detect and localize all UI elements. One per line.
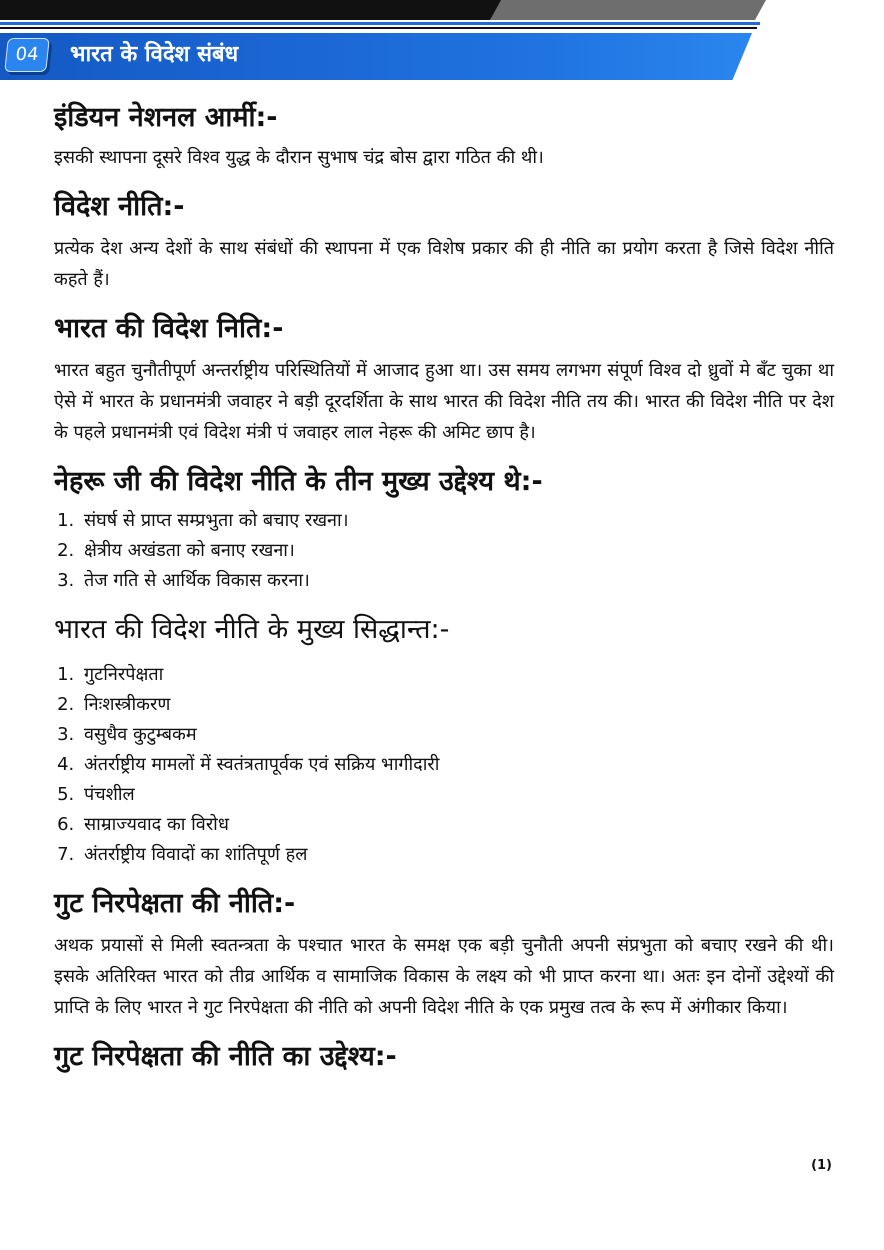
spacer xyxy=(54,870,834,884)
section-heading: गुट निरपेक्षता की नीति:- xyxy=(54,888,296,919)
section-ina xyxy=(54,98,834,173)
section-principles xyxy=(54,610,834,870)
list-item: 2. निःशस्त्रीकरण xyxy=(80,690,834,720)
list-item: 7. अंतर्राष्ट्रीय विवादों का शांतिपूर्ण हल xyxy=(80,840,834,870)
header-grey-band xyxy=(490,0,766,20)
spacer xyxy=(54,448,834,462)
list-item: 6. साम्राज्यवाद का विरोध xyxy=(80,810,834,840)
principles-list xyxy=(54,660,834,870)
section-heading: विदेश नीति:- xyxy=(54,191,185,222)
header-black-band xyxy=(0,0,505,20)
spacer xyxy=(54,173,834,187)
list-item: 3. वसुधैव कुटुम्बकम xyxy=(80,720,834,750)
section-paragraph: इसकी स्थापना दूसरे विश्व युद्ध के दौरान सुभाष चंद्र बोस द्वारा गठित की थी। xyxy=(54,147,544,168)
section-non-alignment-objective xyxy=(54,1037,834,1077)
list-item: 5. पंचशील xyxy=(80,780,834,810)
section-heading: गुट निरपेक्षता की नीति का उद्देश्य:- xyxy=(54,1041,397,1072)
section-india-foreign-policy xyxy=(54,309,834,448)
objectives-list xyxy=(54,506,834,596)
list-item: 4. अंतर्राष्ट्रीय मामलों में स्वतंत्रतापूर्वक एवं सक्रिय भागीदारी xyxy=(80,750,834,780)
section-heading: नेहरू जी की विदेश नीति के तीन मुख्य उद्देश्य थे:- xyxy=(54,466,543,497)
section-paragraph: अथक प्रयासों से मिली स्वतन्त्रता के पश्चात भारत के समक्ष एक बड़ी चुनौती अपनी संप्रभुता को बचाए रखने की थी। इसके अतिरिक्त भारत को तीव्र आर्थिक व सामाजिक विकास के लक्ष्य को भी प्राप्त करना था। अतः इन दोनों उद्देश्यों की प्राप्ति के लिए भारत ने गुट निरपेक्षता की नीति को अपनी विदेश नीति के एक प्रमुख तत्व के रूप में अंगीकार किया। xyxy=(54,935,834,1018)
page-content xyxy=(54,98,834,1077)
chapter-title: भारत के विदेश संबंध xyxy=(70,42,239,67)
chapter-number-badge: 04 xyxy=(4,38,50,72)
section-paragraph: प्रत्येक देश अन्य देशों के साथ संबंधों की स्थापना में एक विशेष प्रकार की ही नीति का प्रयोग करता है जिसे विदेश नीति कहते हैं। xyxy=(54,238,834,290)
list-item: 3. तेज गति से आर्थिक विकास करना। xyxy=(80,566,834,596)
header-blue-rule xyxy=(0,22,760,25)
section-non-alignment xyxy=(54,884,834,1023)
section-foreign-policy xyxy=(54,187,834,295)
section-paragraph: भारत बहुत चुनौतीपूर्ण अन्तर्राष्ट्रीय परिस्थितियों में आजाद हुआ था। उस समय लगभग संपूर्ण विश्व दो ध्रुवों मे बँट चुका था ऐसे में भारत के प्रधानमंत्री जवाहर ने बड़ी दूरदर्शिता के साथ भारत की विदेश नीति तय की। भारत की विदेश नीति पर देश के पहले प्रधानमंत्री एवं विदेश मंत्री पं जवाहर लाल नेहरू की अमिट छाप है। xyxy=(54,360,834,443)
section-heading: भारत की विदेश निति:- xyxy=(54,313,284,344)
section-heading: भारत की विदेश नीति के मुख्य सिद्धान्त:- xyxy=(54,614,450,645)
spacer xyxy=(54,596,834,610)
section-nehru-objectives xyxy=(54,462,834,596)
spacer xyxy=(54,1023,834,1037)
list-item: 1. संघर्ष से प्राप्त सम्प्रभुता को बचाए रखना। xyxy=(80,506,834,536)
section-heading: इंडियन नेशनल आर्मी:- xyxy=(54,102,278,133)
list-item: 1. गुटनिरपेक्षता xyxy=(80,660,834,690)
list-item: 2. क्षेत्रीय अखंडता को बनाए रखना। xyxy=(80,536,834,566)
spacer xyxy=(54,295,834,309)
page-number: (1) xyxy=(811,1158,832,1173)
header-black-rule xyxy=(0,27,757,29)
